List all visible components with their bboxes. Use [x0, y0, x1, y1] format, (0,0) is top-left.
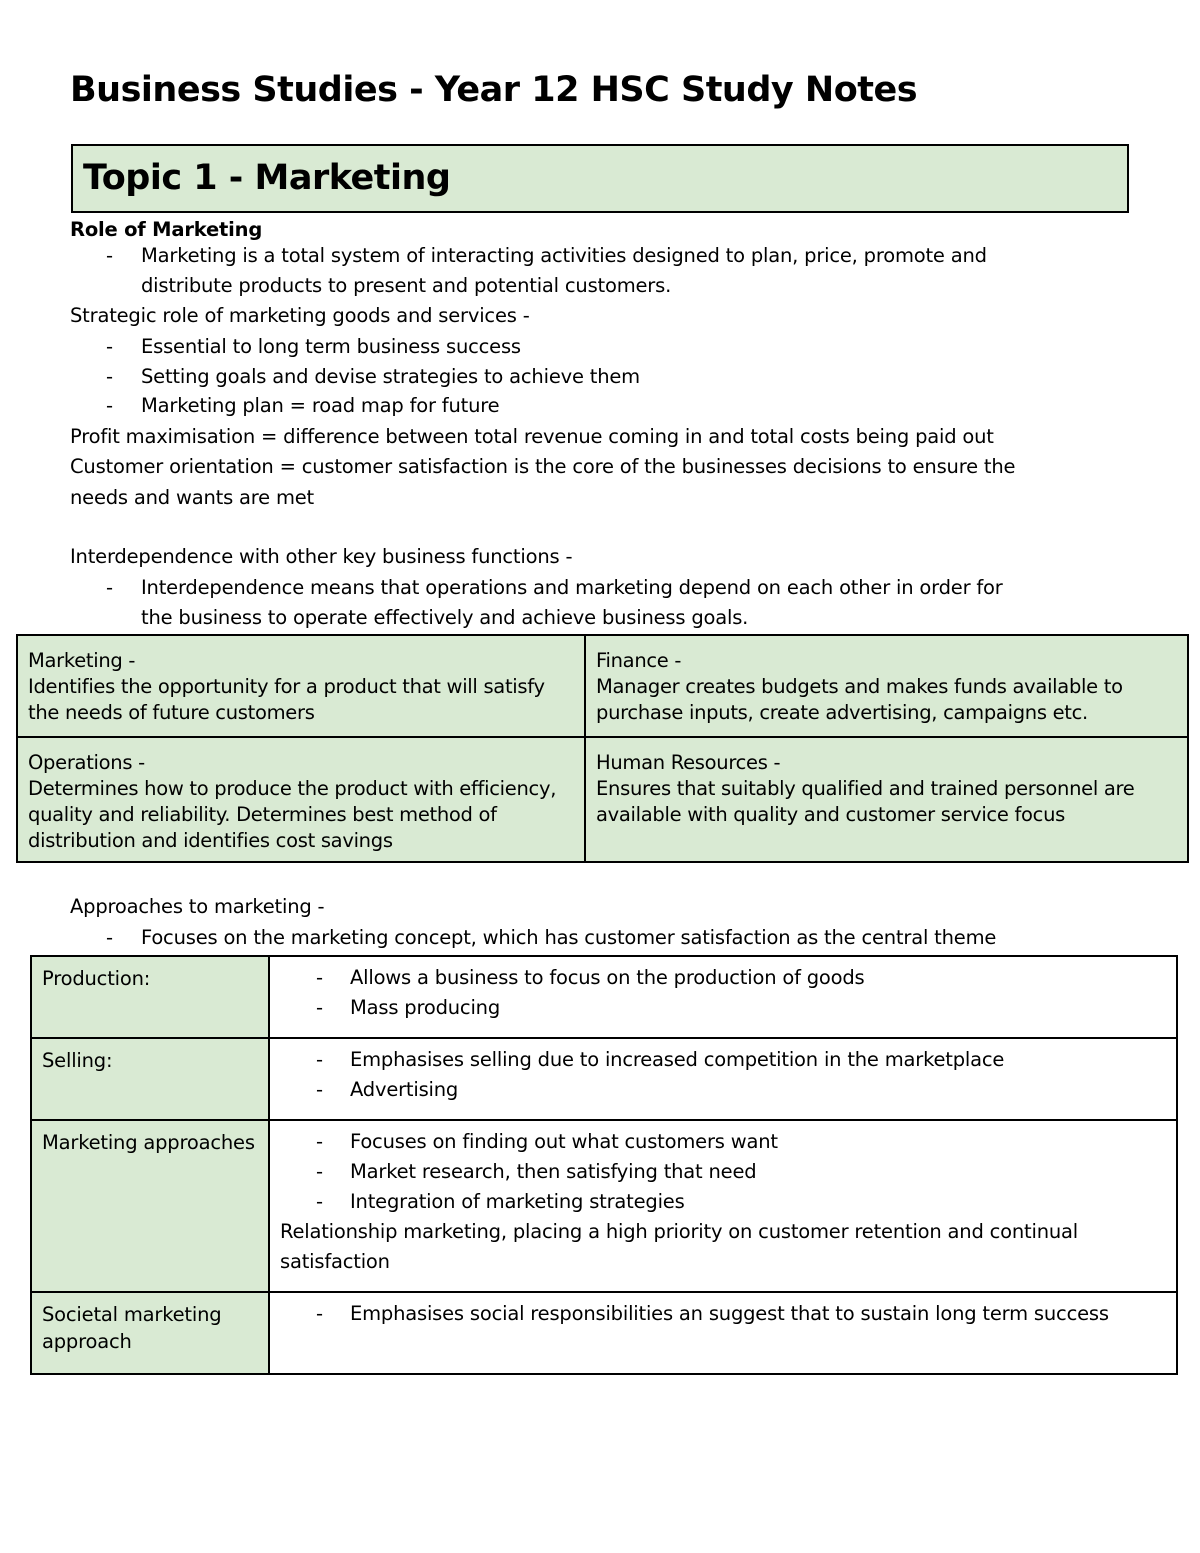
- bullet-dash: -: [106, 335, 114, 358]
- table-row: [31, 956, 1177, 1038]
- cell-text: Determines how to produce the product with efficiency, quality and reliability. Determines best method of distribution and identifies cost savings: [28, 777, 557, 852]
- customer-orientation-line1: Customer orientation = customer satisfaction is the core of the businesses decisions to ensure the: [70, 455, 1016, 478]
- row-description: [269, 1292, 1177, 1374]
- list-item: - Emphasises social responsibilities an suggest that to sustain long term success: [280, 1299, 1166, 1329]
- approaches-table: [30, 955, 1178, 1375]
- approaches-heading: Approaches to marketing -: [70, 895, 325, 918]
- cell-text: Manager creates budgets and makes funds available to purchase inputs, create advertising, campaigns etc.: [596, 675, 1123, 724]
- list-item: - Focuses on finding out what customers want: [280, 1127, 1166, 1157]
- row-label: Selling:: [31, 1038, 269, 1120]
- customer-orientation-line2: needs and wants are met: [70, 486, 315, 509]
- table-row: [31, 1292, 1177, 1374]
- table-row: [31, 1120, 1177, 1292]
- row-description: [269, 956, 1177, 1038]
- cell-title: Human Resources -: [596, 751, 781, 774]
- row-label: Production:: [31, 956, 269, 1038]
- finance-cell: [585, 635, 1188, 737]
- table-row: [31, 1038, 1177, 1120]
- interdependence-table: [16, 634, 1189, 863]
- marketing-cell: [17, 635, 585, 737]
- interdependence-bullet-line2: the business to operate effectively and achieve business goals.: [141, 606, 749, 629]
- list-item: - Integration of marketing strategies: [280, 1187, 1166, 1217]
- row-label: Marketing approaches: [31, 1120, 269, 1292]
- strategic-item: Essential to long term business success: [141, 335, 521, 358]
- role-heading: Role of Marketing: [70, 218, 263, 241]
- cell-title: Finance -: [596, 649, 682, 672]
- profit-maximisation-text: Profit maximisation = difference between total revenue coming in and total costs being paid out: [70, 425, 994, 448]
- topic-title: Topic 1 - Marketing: [83, 158, 451, 198]
- list-item: - Mass producing: [280, 993, 1166, 1023]
- row-description: [269, 1120, 1177, 1292]
- bullet-dash: -: [106, 576, 114, 599]
- list-item: - Advertising: [280, 1075, 1166, 1105]
- strategic-heading: Strategic role of marketing goods and services -: [70, 304, 530, 327]
- topic-banner: [71, 144, 1129, 213]
- bullet-dash: -: [106, 926, 114, 949]
- cell-text: Ensures that suitably qualified and trained personnel are available with quality and customer service focus: [596, 777, 1135, 826]
- approaches-bullet: Focuses on the marketing concept, which has customer satisfaction as the central theme: [141, 926, 997, 949]
- cell-text: Identifies the opportunity for a product that will satisfy the needs of future customers: [28, 675, 545, 724]
- interdependence-heading: Interdependence with other key business functions -: [70, 545, 573, 568]
- row-label: Societal marketing approach: [31, 1292, 269, 1374]
- role-bullet-line1: Marketing is a total system of interacting activities designed to plan, price, promote and: [141, 244, 987, 267]
- document-title: Business Studies - Year 12 HSC Study Notes: [70, 70, 918, 110]
- relationship-marketing-note: Relationship marketing, placing a high priority on customer retention and continual satisfaction: [280, 1220, 1078, 1273]
- bullet-dash: -: [106, 244, 114, 267]
- list-item: - Market research, then satisfying that need: [280, 1157, 1166, 1187]
- role-bullet-line2: distribute products to present and potential customers.: [141, 274, 672, 297]
- list-item: - Allows a business to focus on the production of goods: [280, 963, 1166, 993]
- strategic-item: Marketing plan = road map for future: [141, 394, 500, 417]
- cell-title: Operations -: [28, 751, 145, 774]
- operations-cell: [17, 737, 585, 862]
- cell-title: Marketing -: [28, 649, 136, 672]
- human-resources-cell: [585, 737, 1188, 862]
- bullet-dash: -: [106, 365, 114, 388]
- strategic-item: Setting goals and devise strategies to achieve them: [141, 365, 640, 388]
- row-description: [269, 1038, 1177, 1120]
- interdependence-bullet-line1: Interdependence means that operations and marketing depend on each other in order for: [141, 576, 1003, 599]
- bullet-dash: -: [106, 394, 114, 417]
- list-item: - Emphasises selling due to increased competition in the marketplace: [280, 1045, 1166, 1075]
